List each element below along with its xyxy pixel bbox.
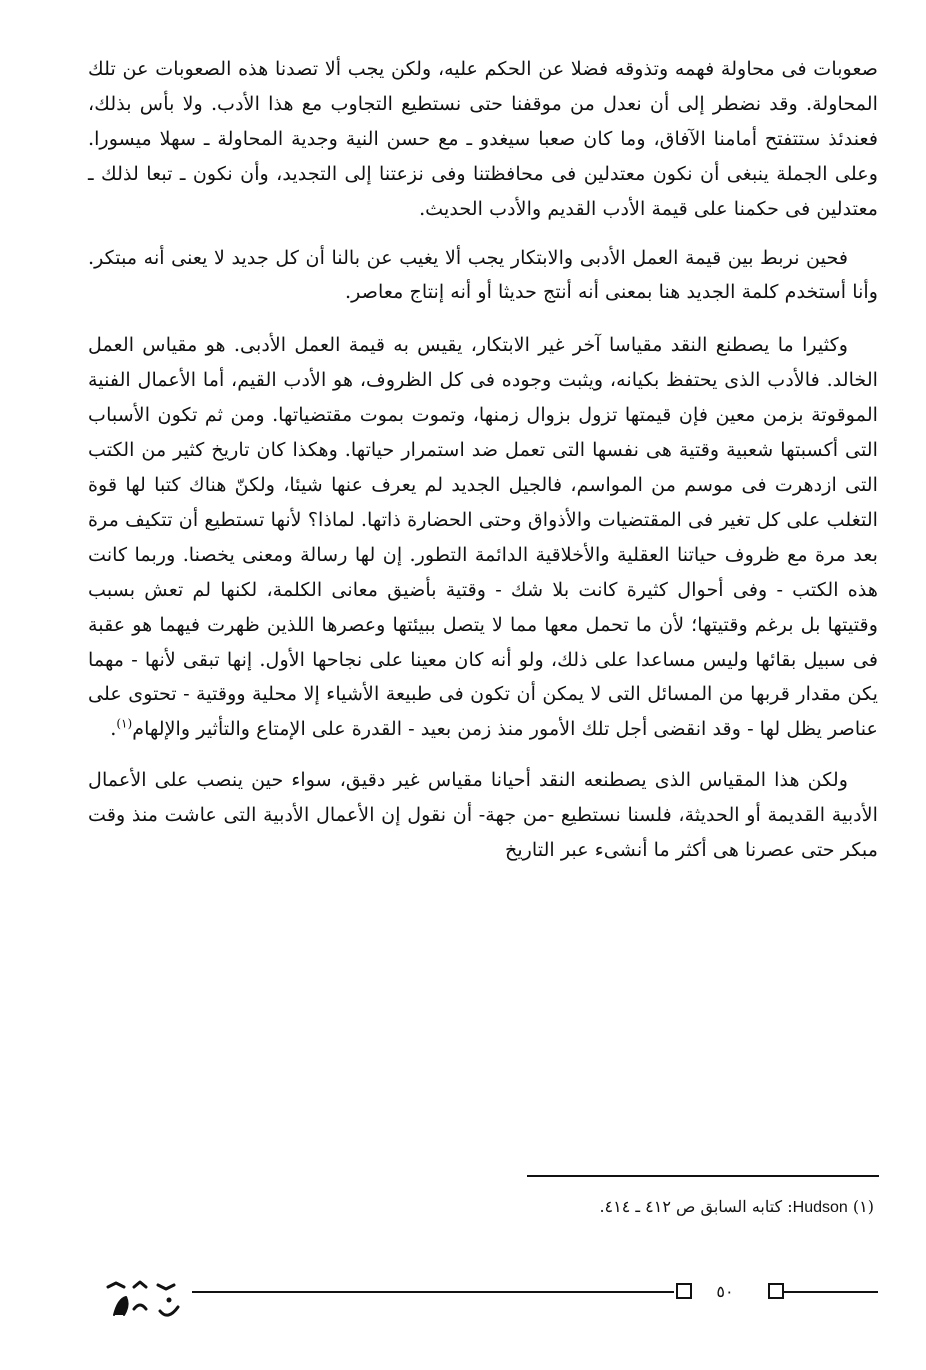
footnote-reference[interactable]: (١) <box>116 716 133 731</box>
footer-rule-right <box>784 1291 878 1293</box>
footnote-separator <box>527 1175 879 1177</box>
paragraph-3-text: وكثيرا ما يصطنع النقد مقياسا آخر غير الابتكار، يقيس به قيمة العمل الأدبى. هو مقياس العمل الخالد. فالأدب الذى يحتفظ بكيانه، ويثبت وجوده فى كل الظروف، هو الأدب القيم، أما الأعمال الفنية الموقوتة بزمن معين فإن قيمتها تزول بزوال زمنها، وتموت بموت مقتضياتها. ومن ثم تكون الأسباب التى أكسبتها شعبية وقتية هى نفسها التى تعمل ضد استمرار حياتها. وهكذا كان تاريخ كثير من الكتب التى ازدهرت فى موسم من المواسم، فالجيل الجديد لم يعرف عنها شيئا، ولكنّ هناك كتبا لها قوة التغلب على كل تغير فى المقتضيات والأذواق وحتى الحضارة ذاتها. لماذا؟ لأنها تستطيع أن تتكيف مرة بعد مرة مع ظروف حياتنا العقلية والأخلاقية الدائمة التطور. إن لها رسالة ومعنى يخصنا. وربما كانت هذه الكتب - وفى أحوال كثيرة كانت بلا شك - وقتية بأضيق معانى الكلمة، لكنها لم تعش بسبب وقتيتها بل برغم وقتيتها؛ لأن ما تحمل معها مما لا يتصل ببيئتها وعصرها اللذين ظهرت فيهما هو عقبة فى سبيل بقائها وليس مساعدا على ذلك، ولو أنه كان معينا على نجاحها الأول. إنها تبقى لأنها - مهما يكن مقدار قربها من المسائل التى لا يمكن أن تكون فى طبيعة الأشياء إلا محلية ووقتية - تحتوى على عناصر يظل لها - وقد انقضى أجل تلك الأمور منذ زمن بعيد - القدرة على الإمتاع والتأثير والإلهام <box>88 333 878 741</box>
footnote-author: Hudson <box>792 1199 848 1216</box>
paragraph-1: صعوبات فى محاولة فهمه وتذوقه فضلا عن الحكم عليه، ولكن يجب ألا تصدنا هذه الصعوبات عن تلك المحاولة. وقد نضطر إلى أن نعدل من موقفنا حتى نستطيع التجاوب مع هذا الأدب. ولا بأس بذلك، فعندئذ ستتفتح أمامنا الآفاق، وما كان صعبا سيغدو ـ مع حسن النية وجدية المحاولة ـ سهلا ميسورا. وعلى الجملة ينبغى أن نكون معتدلين فى محافظتنا وفى نزعتنا إلى التجديد، وأن نكون ـ تبعا لذلك ـ معتدلين فى حكمنا على قيمة الأدب القديم والأدب الحديث. <box>88 57 878 220</box>
footnote <box>599 1195 874 1220</box>
footnote-marker: (١) <box>852 1197 874 1216</box>
footnote-text: : كتابه السابق ص ٤١٢ ـ ٤١٤. <box>599 1197 793 1216</box>
paragraph-4: ولكن هذا المقياس الذى يصطنعه النقد أحيانا مقياس غير دقيق، سواء حين ينصب على الأعمال الأدبية القديمة أو الحديثة، فلسنا نستطيع -من جهة- أن نقول إن الأعمال الأدبية التى عاشت منذ وقت مبكر حتى عصرنا هى أكثر ما أنشىء عبر التاريخ <box>88 768 878 862</box>
page-number: ٥٠ <box>716 1282 734 1301</box>
footer-square-right <box>768 1283 784 1299</box>
main-text <box>88 52 878 878</box>
ornament-icon <box>100 1275 190 1327</box>
footer-square-left <box>676 1283 692 1299</box>
paragraph-3-end: . <box>110 717 117 741</box>
paragraph-2: فحين نربط بين قيمة العمل الأدبى والابتكار يجب ألا يغيب عن بالنا أن كل جديد لا يعنى أنه مبتكر. وأنا أستخدم كلمة الجديد هنا بمعنى أنه أنتج حديثا أو أنه إنتاج معاصر. <box>88 245 878 304</box>
paragraph-3 <box>88 328 878 747</box>
footer-rule-left <box>192 1291 674 1293</box>
